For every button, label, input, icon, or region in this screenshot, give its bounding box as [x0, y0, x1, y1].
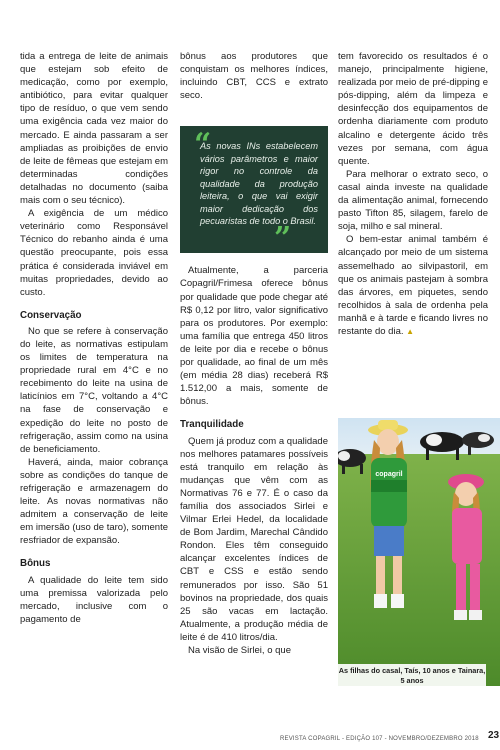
- paragraph: bônus aos produtores que conquistam os melhores índices, incluindo CBT, CCS e extrato seco.: [180, 51, 328, 102]
- paragraph: Na visão de Sirlei, o que: [188, 645, 291, 656]
- pull-quote: [180, 126, 328, 256]
- section-heading-bonus: Bônus: [20, 558, 51, 570]
- paragraph-text: O bem-estar animal também é alcançado por meio de um sistema assemelhado ao silvipastoril, em que os animais pastejam à sombra das árvores, em piquetes, sendo recolhidos à sala de ordenha pela manhã e à tarde e ficando livres no restante do dia.: [338, 234, 488, 337]
- paragraph: Quem já produz com a qualidade nos melhores patamares possíveis está tranquilo em relação às mudanças que vêm com as Normativas 76 e 77. É o caso da família dos associados Sirlei e Vilmar Erlei Hedel, da localidade de Bom Jardim, Marechal Cândido Rondon. Eles têm conseguido alcançar excelentes índices de CBT e CSS e estão sendo remunerados por isso. São 51 bovinos na propriedade, dos quais 25 são vacas em lactação. Atualmente, a produção média de leite é de 410 litros/dia.: [180, 435, 328, 643]
- paragraph: tida a entrega de leite de animais que estejam sob efeito de medicação, como por exemplo, antibiótico, para evitar qualquer tipo de resíduo, o que vem sendo uma exigência cada vez maior do mercado. E ainda passaram a ser ampliadas as proibições de envio de leite de fêmeas que estejam em determinadas condições detalhadas no documento (saiba mais com o seu técnico).: [20, 51, 168, 207]
- close-quote-icon: ”: [274, 221, 292, 256]
- paragraph: Haverá, ainda, maior cobrança sobre as condições do tanque de refrigeração e armazenagem do leite. As novas normativas não admitem a conservação de leite em imersão (uso de taro), somente resfriador de expansão.: [20, 456, 168, 547]
- section-heading-conservacao: Conservação: [20, 309, 82, 321]
- open-quote-icon: “: [194, 127, 212, 162]
- paragraph: A exigência de um médico veterinário como Responsável Técnico do rebanho ainda é uma questão preocupante, pois essa prática é considerada inviável em muitas propriedades, devido ao custo.: [20, 208, 168, 298]
- paragraph: A qualidade do leite tem sido uma premissa valorizada pelo mercado, inclusive com o pagamento de: [20, 574, 168, 625]
- section-heading-tranquilidade: Tranquilidade: [180, 419, 244, 431]
- photo-girls-with-cows: [338, 418, 500, 686]
- pull-quote-text: As novas INs estabelecem vários parâmetros e maior rigor no controle da qualidade da produção leiteira, o que vai exigir maior dedicação dos pecuaristas de todo o Brasil.: [200, 141, 318, 226]
- paragraph: tem favorecido os resultados é o manejo, principalmente higiene, realizada por meio de pré-dipping e pós-dipping, além da limpeza e desinfecção dos equipamentos de ordenha diariamente com produto alcalino e detergente ácido três vezes por semana, com água quente.: [338, 51, 488, 167]
- photo-illustration: [338, 418, 500, 686]
- paragraph: Atualmente, a parceria Copagril/Frimesa oferece bônus por qualidade que pode chegar até R$ 0,12 por litro, valor significativo para os produtores. Por exemplo: uma família que entrega 450 litros de leite por dia e recebe o bônus por qualidade, ao final de um mês (em média 28 dias) receberá R$ 1.512,00 a mais, somente de bônus.: [180, 265, 328, 408]
- page-number: 23: [488, 730, 500, 741]
- footer-publication: REVISTA COPAGRIL - EDIÇÃO 107 - NOVEMBRO/DEZEMBRO 2018: [280, 736, 479, 742]
- shirt-logo: copagril: [375, 471, 403, 478]
- photo-caption: As filhas do casal, Taís, 10 anos e Tainara, 5 anos: [338, 664, 486, 687]
- end-mark-icon: ▲: [406, 326, 415, 336]
- article-column-3: [338, 50, 488, 338]
- paragraph: [338, 233, 488, 338]
- paragraph: Para melhorar o extrato seco, o casal ainda investe na qualidade da alimentação animal, fornecendo pasto Tifton 85, silagem, farelo de soja, milho e sal mineral.: [338, 168, 488, 233]
- paragraph: No que se refere à conservação do leite, as normativas estipulam os limites de temperatura na propriedade rural em 4°C e no recebimento do leite na usina de laticínios em 7°C, voltando a 4°C na fase de conservação e expedição do leite no posto de refrigeração, assim como na usina de beneficiamento.: [20, 325, 168, 455]
- article-column-1: [20, 50, 168, 626]
